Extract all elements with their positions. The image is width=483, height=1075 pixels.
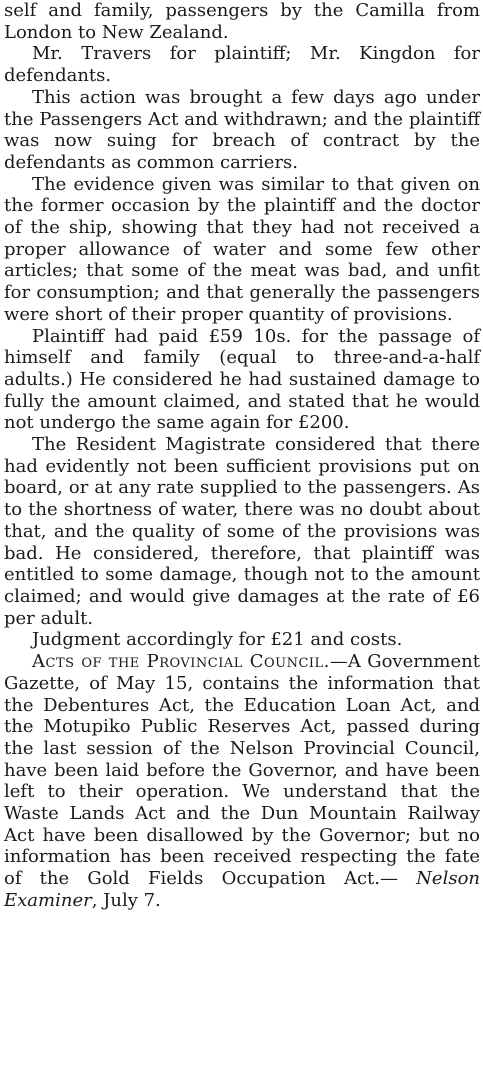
provincial-council-body: —A Government Gazette, of May 15, contains the information that the Debentures Act, the Education Loan Act, and the Motupiko Public Reserves Act, passed during the last session of the Nelson Provincial Council, have been laid before the Governor, and have been left to their operation. We understand that the Waste Lands Act and the Dun Mountain Railway Act have been disallowed by the Governor; but no information has been received respecting the fate of the Gold Fields Occupation Act.— (4, 651, 480, 890)
paragraph-provincial-council (4, 651, 480, 911)
action-text: This action was brought a few days ago under the Passengers Act and withdrawn; and the plaintiff was now suing for breach of contract by the defendants as common carriers. (4, 86, 480, 173)
counsel-text: Mr. Travers for plaintiff; Mr. Kingdon for defendants. (4, 43, 480, 87)
judgment-text: Judgment accordingly for £21 and costs. (32, 629, 403, 651)
case-parties-text: self and family, passengers by the Camilla from London to New Zealand. (4, 0, 480, 43)
provincial-council-heading: Acts of the Provincial Council. (32, 651, 330, 673)
paragraph-action (4, 87, 480, 174)
paragraph-plaintiff-claim (4, 326, 480, 435)
newspaper-column (4, 0, 480, 912)
paragraph-counsel (4, 43, 480, 86)
source-newspaper-name: Nelson Examiner (4, 868, 480, 911)
magistrate-ruling-text: The Resident Magistrate considered that there had evidently not been sufficient provisions put on board, or at any rate supplied to the passengers. As to the shortness of water, there was no doubt about that, and the quality of some of the provisions was bad. He considered, therefore, that plaintiff was entitled to some damage, though not to the amount claimed; and would give damages at the rate of £6 per adult. (4, 434, 480, 629)
paragraph-magistrate-ruling (4, 434, 480, 629)
plaintiff-claim-text: Plaintiff had paid £59 10s. for the passage of himself and family (equal to three-and-a-half adults.) He considered he had sustained damage to fully the amount claimed, and stated that he would not undergo the same again for £200. (4, 325, 480, 434)
paragraph-case-parties (4, 0, 480, 43)
paragraph-judgment (4, 629, 480, 651)
evidence-text: The evidence given was similar to that given on the former occasion by the plaintiff and the doctor of the ship, showing that they had not received a proper allowance of water and some few other articles; that some of the meat was bad, and unfit for consumption; and that generally the passengers were short of their proper quantity of provisions. (4, 173, 480, 325)
source-date: , July 7. (91, 889, 161, 911)
paragraph-evidence (4, 174, 480, 326)
